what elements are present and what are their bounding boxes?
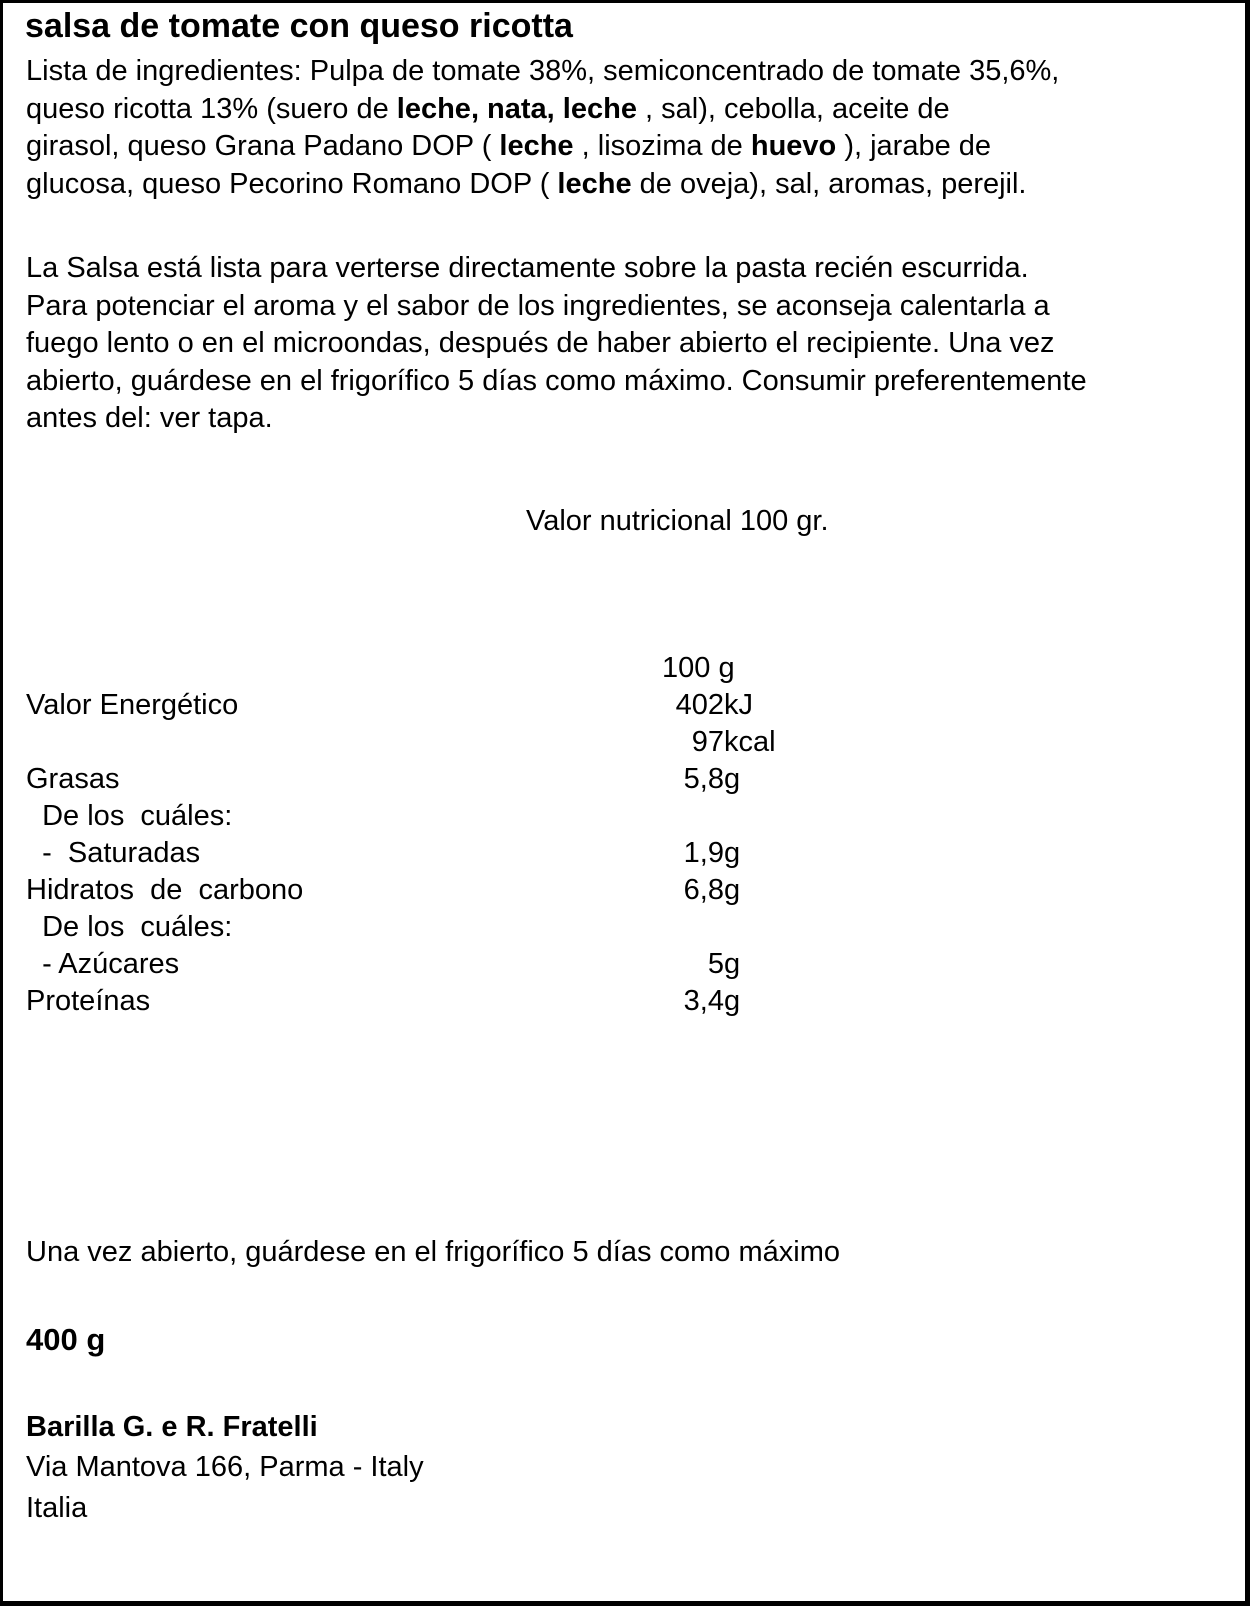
manufacturer-address: Via Mantova 166, Parma - Italy bbox=[26, 1451, 424, 1483]
instructions-line-2: Para potenciar el aroma y el sabor de los ingredientes, se aconseja calentarla a bbox=[26, 289, 1050, 322]
nutrition-row-of-which: De los cuáles: bbox=[26, 800, 233, 832]
instructions-line-3: fuego lento o en el microondas, después de haber abierto el recipiente. Una vez bbox=[26, 327, 1055, 360]
allergen-egg: huevo bbox=[750, 130, 837, 163]
product-title: salsa de tomate con queso ricotta bbox=[25, 7, 573, 45]
allergen-milk: leche bbox=[499, 130, 574, 163]
allergen-milk: leche bbox=[557, 167, 632, 200]
nutrition-heading: Valor nutricional 100 gr. bbox=[526, 505, 829, 537]
instructions-line-1: La Salsa está lista para verterse directamente sobre la pasta recién escurrida. bbox=[26, 252, 1029, 284]
nutrition-row-fat: Grasas 5,8 g bbox=[26, 763, 741, 795]
manufacturer-name: Barilla G. e R. Fratelli bbox=[26, 1411, 318, 1443]
instructions-line-5: antes del: ver tapa. bbox=[26, 402, 273, 435]
nutrition-row-energy-kj: Valor Energético 402 kJ bbox=[26, 689, 753, 721]
nutrition-column-header: 100 g bbox=[662, 652, 735, 684]
storage-note: Una vez abierto, guárdese en el frigorífico 5 días como máximo bbox=[26, 1236, 841, 1268]
ingredients-line-3: girasol, queso Grana Padano DOP ( leche , lisozima de huevo ), jarabe de bbox=[26, 130, 992, 163]
ingredients-line-4: glucosa, queso Pecorino Romano DOP ( leche de oveja), sal, aromas, perejil. bbox=[26, 167, 1027, 200]
instructions-line-4: abierto, guárdese en el frigorífico 5 días como máximo. Consumir preferentemente bbox=[26, 364, 1087, 397]
ingredients-line-1: Lista de ingredientes: Pulpa de tomate 38%, semiconcentrado de tomate 35,6%, bbox=[26, 55, 1060, 87]
nutrition-row-of-which: De los cuáles: bbox=[26, 911, 233, 943]
ingredients-line-2: queso ricotta 13% (suero de leche, nata, leche , sal), cebolla, aceite de bbox=[26, 92, 950, 125]
nutrition-row-saturated: - Saturadas 1,9 g bbox=[26, 837, 741, 869]
nutrition-row-protein: Proteínas 3,4 g bbox=[26, 985, 741, 1017]
nutrition-row-sugars: - Azúcares 5 g bbox=[26, 948, 741, 980]
allergen-milk: leche, nata, leche bbox=[396, 92, 637, 125]
net-weight: 400 g bbox=[26, 1322, 106, 1357]
nutrition-row-carbohydrates: Hidratos de carbono 6,8 g bbox=[26, 874, 741, 906]
nutrition-row-energy-kcal: 97 kcal bbox=[691, 726, 776, 758]
manufacturer-country: Italia bbox=[26, 1492, 88, 1524]
